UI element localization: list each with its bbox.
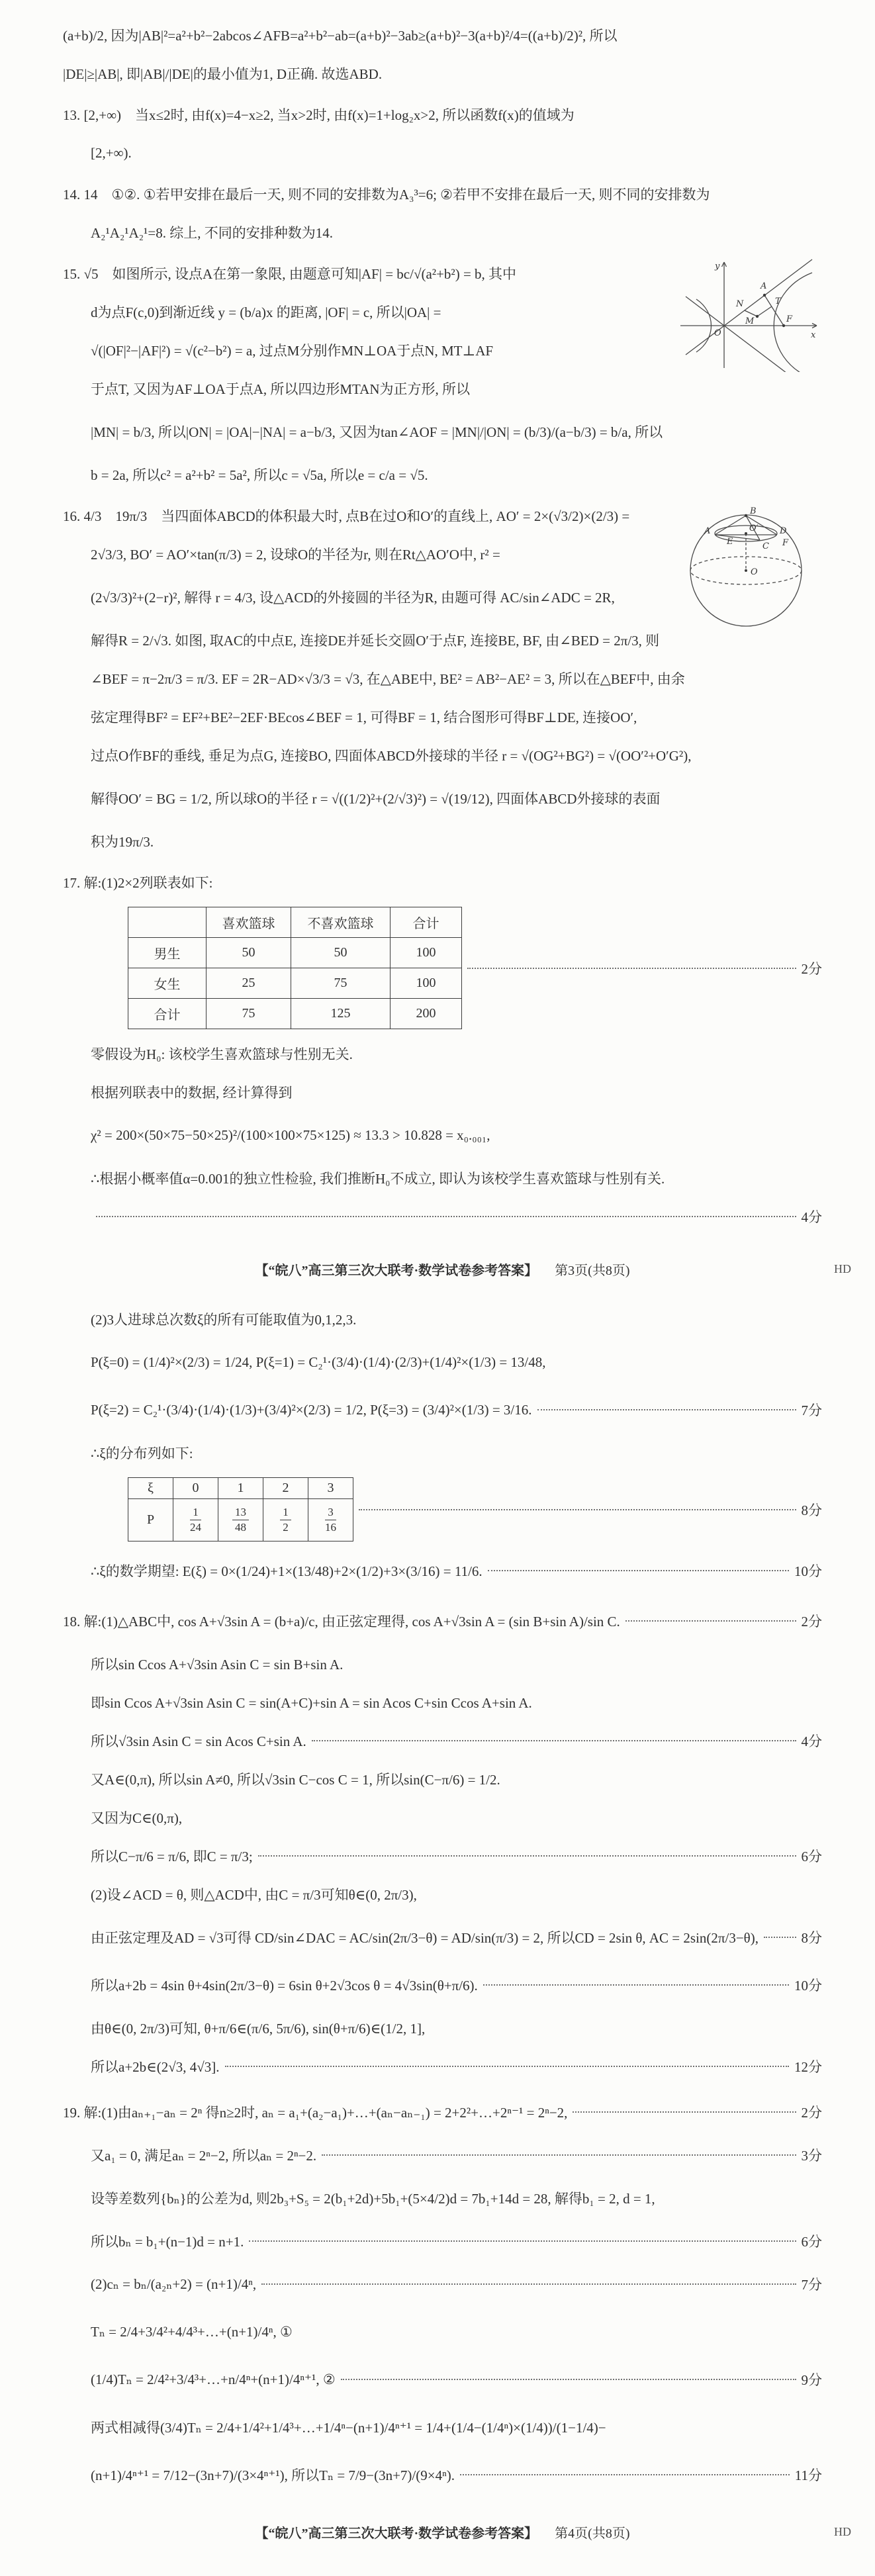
fig-label-x: x (811, 330, 816, 340)
dots-leader (625, 1620, 796, 1622)
fig-label-F: F (782, 538, 789, 548)
line-text: 又因为C∈(0,π), (91, 1810, 183, 1826)
fraction: $\frac{3}{16}$ (325, 1506, 336, 1534)
score-marker: 8分 (801, 1930, 822, 1946)
dots-leader (537, 1409, 796, 1410)
line-text: 15. √5 如图所示, 设点A在第一象限, 由题意可知|AF| = bc/√(a²+b²) = b, 其中 (63, 266, 517, 282)
solution-line (63, 54, 822, 93)
line-text: |DE|≥|AB|, 即|AB|/|DE|的最小值为1, D正确. 故选ABD. (63, 66, 383, 82)
score-marker: 3分 (801, 2148, 822, 2164)
dots-leader (467, 968, 796, 969)
problem-16-solution (63, 496, 822, 860)
table-cell: 不喜欢篮球 (291, 907, 391, 938)
table-cell (173, 1499, 218, 1541)
line-text: 17. 解:(1)2×2列联表如下: (63, 875, 213, 891)
table-row (128, 907, 462, 938)
fig-label-O: O (714, 328, 721, 338)
point-F (782, 324, 785, 327)
line-text: P(ξ=0) = (1/4)²×(2/3) = 1/24, P(ξ=1) = C₂¹·(3/4)·(1/4)·(2/3)+(1/4)²×(1/3) = 13/48, (91, 1354, 546, 1370)
solution-line (63, 1837, 822, 1875)
line-text: (a+b)/2, 因为|AB|²=a²+b²−2abcos∠AFB=a²+b²−ab=(a+b)²−3ab≥(a+b)²−3(a+b)²/4=((a+b)/2)², 所以 (63, 28, 618, 44)
fig-label-y: y (715, 261, 720, 271)
distribution-table (128, 1477, 353, 1541)
line-text: 13. [2,+∞) 当x≤2时, 由f(x)=4−x≥2, 当x>2时, 由f(x)=1+log₂x>2, 所以函数f(x)的值域为 (63, 107, 575, 123)
fig-label-Oprime: O′ (749, 524, 759, 533)
footer-page-number: 第4页(共8页) (555, 2526, 630, 2541)
table-cell: 75 (291, 968, 391, 999)
hyperbola-right-branch (774, 273, 812, 372)
dots-leader (322, 2154, 796, 2156)
line-text: (1/4)Tₙ = 2/4²+3/4³+…+n/4ⁿ+(n+1)/4ⁿ⁺¹, ② (91, 2371, 336, 2387)
solution-line (63, 1338, 822, 1386)
solution-line (63, 1683, 822, 1722)
table-cell (263, 1499, 308, 1541)
segment-AC (715, 535, 760, 540)
footer-title: 【“皖八”高三第三次大联考·数学试卷参考答案】 (255, 1264, 538, 1278)
line-text: 所以sin Ccos A+√3sin Asin C = sin B+sin A. (91, 1657, 344, 1673)
fig-label-O: O (751, 567, 758, 577)
table-cell (218, 1499, 263, 1541)
score-marker: 4分 (801, 1209, 822, 1225)
line-text: 所以bₙ = b₁+(n−1)d = n+1. (91, 2234, 244, 2250)
score-line (63, 1197, 822, 1236)
score-marker: 11分 (794, 2467, 822, 2483)
solution-line (63, 2308, 822, 2356)
fig-label-A: A (704, 526, 711, 536)
solution-line (63, 2047, 822, 2086)
fig-label-T: T (775, 297, 781, 306)
solution-line (63, 455, 822, 494)
fig-label-B: B (750, 506, 757, 516)
problem-13-solution (63, 95, 822, 172)
score-marker: 10分 (794, 1563, 822, 1579)
solution-line (63, 1875, 822, 1913)
line-text: 设等差数列{bₙ}的公差为d, 则2b₃+S₅ = 2(b₁+2d)+5b₁+(5×4/2)d = 7b₁+14d = 28, 解得b₁ = 2, d = 1, (91, 2191, 655, 2207)
line-text: 19. 解:(1)由aₙ₊₁−aₙ = 2ⁿ 得n≥2时, aₙ = a₁+(a₂−a₁)+…+(aₙ−aₙ₋₁) = 2+2²+…+2ⁿ⁻¹ = 2ⁿ−2, (63, 2105, 568, 2121)
line-text: 所以a+2b∈(2√3, 4√3]. (91, 2059, 220, 2075)
contingency-table (128, 907, 462, 1029)
solution-line (63, 2136, 822, 2174)
footer-page-number: 第3页(共8页) (555, 1264, 630, 1278)
fig-label-N: N (736, 299, 744, 309)
solution-line (63, 496, 661, 535)
solution-line (63, 698, 822, 736)
dots-leader (341, 2379, 796, 2380)
dots-leader (258, 1855, 796, 1857)
line-text: 由θ∈(0, 2π/3)可知, θ+π/6∈(π/6, 5π/6), sin(θ+π/6)∈(1/2, 1], (91, 2021, 426, 2037)
solution-line (63, 573, 661, 621)
line-text: 又A∈(0,π), 所以sin A≠0, 所以√3sin C−cos C = 1, 所以sin(C−π/6) = 1/2. (91, 1772, 500, 1788)
solution-line (63, 1159, 822, 1197)
line-text: 所以√3sin Asin C = sin Acos C+sin A. (91, 1733, 306, 1749)
solution-line (63, 1300, 822, 1338)
point-B (745, 514, 747, 517)
solution-line (63, 1547, 822, 1594)
problem-15-solution (63, 254, 822, 494)
fig-label-M: M (745, 316, 755, 326)
table-cell: 100 (391, 968, 462, 999)
line-text: χ² = 200×(50×75−50×25)²/(100×100×75×125) ≈ 13.3 > 10.828 = x₀.₀₀₁, (91, 1127, 490, 1143)
line-text: 18. 解:(1)△ABC中, cos A+√3sin A = (b+a)/c, 由正弦定理得, cos A+√3sin A = (sin B+sin A)/sin C. (63, 1614, 620, 1630)
figure-sphere-diagram (670, 500, 822, 633)
table-cell: 0 (173, 1478, 218, 1499)
table-cell: 125 (291, 999, 391, 1029)
dots-leader (261, 2283, 796, 2285)
line-text: 即sin Ccos A+√3sin Asin C = sin(A+C)+sin A = sin Acos C+sin Ccos A+sin A. (91, 1695, 532, 1711)
solution-line (63, 369, 667, 408)
line-text: (2)设∠ACD = θ, 则△ACD中, 由C = π/3可知θ∈(0, 2π/3), (91, 1887, 417, 1903)
table-cell (128, 907, 207, 938)
line-text: 所以C−π/6 = π/6, 即C = π/3; (91, 1849, 253, 1864)
problem-17-solution-part2 (63, 1300, 822, 1594)
line-text: 于点T, 又因为AF⊥OA于点A, 所以四边形MTAN为正方形, 所以 (91, 381, 471, 397)
watermark-code: HD (834, 1262, 851, 1275)
table-row (128, 1499, 353, 1541)
table-cell: P (128, 1499, 173, 1541)
solution-line (63, 1798, 822, 1837)
problem-14-solution (63, 175, 822, 252)
fig-label-A: A (760, 281, 767, 291)
table-cell: 75 (207, 999, 291, 1029)
fig-label-D: D (780, 526, 787, 536)
table-cell: 100 (391, 938, 462, 968)
table-row (128, 938, 462, 968)
segment-MT (757, 306, 772, 316)
score-marker: 6分 (801, 1849, 822, 1864)
line-text: ∴ξ的数学期望: E(ξ) = 0×(1/24)+1×(13/48)+2×(1/2)+3×(3/16) = 11/6. (91, 1563, 483, 1579)
point-M (756, 315, 759, 318)
solution-line (63, 1386, 822, 1434)
page-4-footer (63, 2522, 851, 2542)
table-cell: 2 (263, 1478, 308, 1499)
line-text: |MN| = b/3, 所以|ON| = |OA|−|NA| = a−b/3, 又因为tan∠AOF = |MN|/|ON| = (b/3)/(a−b/3) = b/a, 所以 (91, 424, 663, 440)
line-text: A₂¹A₂¹A₂¹=8. 综上, 不同的安排种数为14. (91, 225, 333, 241)
table-cell: 200 (391, 999, 462, 1029)
solution-line (63, 1961, 822, 2009)
point-A (763, 294, 766, 297)
score-marker: 4分 (801, 1733, 822, 1749)
page-3-footer (63, 1260, 851, 1279)
line-text: 两式相减得(3/4)Tₙ = 2/4+1/4²+1/4³+…+1/4ⁿ−(n+1)/4ⁿ⁺¹ = 1/4+(1/4−(1/4ⁿ)×(1/4))/(1−1/4)− (91, 2420, 606, 2436)
point-O (745, 569, 747, 572)
watermark-code: HD (834, 2525, 851, 2538)
line-text: 解得R = 2/√3. 如图, 取AC的中点E, 连接DE并延长交圆O′于点F, 连接BE, BF, 由∠BED = 2π/3, 则 (91, 633, 660, 649)
line-text: (2√3/3)²+(2−r)², 解得 r = 4/3, 设△ACD的外接圆的半径为R, 由题可得 AC/sin∠ADC = 2R, (91, 590, 615, 606)
score-marker: 2分 (801, 2105, 822, 2121)
point-Oprime (745, 532, 747, 535)
fraction: $\frac{1}{24}$ (190, 1506, 201, 1534)
solution-line (63, 1913, 822, 1961)
solution-line (63, 1434, 822, 1472)
line-text: b = 2a, 所以c² = a²+b² = 5a², 所以c = √5a, 所以e = c/a = √5. (91, 467, 428, 483)
line-text: ∠BEF = π−2π/3 = π/3. EF = 2R−AD×√3/3 = √3, 在△ABE中, BE² = AB²−AE² = 3, 所以在△BEF中, 由余 (91, 671, 685, 687)
line-text: 2√3/3, BO′ = AO′×tan(π/3) = 2, 设球O的半径为r, 则在Rt△AO′O中, r² = (91, 547, 500, 563)
segment-MN (745, 310, 757, 316)
score-marker: 2分 (801, 1614, 822, 1630)
sol solution-line (63, 2356, 822, 2403)
line-text: 过点O作BF的垂线, 垂足为点G, 连接BO, 四面体ABCD外接球的半径 r = √(OG²+BG²) = √(OO′²+O′G²), (91, 748, 692, 764)
solution-line (63, 774, 822, 822)
solution-line (63, 95, 822, 134)
score-marker: 6分 (801, 2234, 822, 2250)
solution-line (63, 293, 667, 331)
line-text: 16. 4/3 19π/3 当四面体ABCD的体积最大时, 点B在过O和O′的直线上, AO′ = 2×(√3/2)×(2/3) = (63, 508, 630, 524)
problem-18-solution (63, 1597, 822, 2086)
score-marker: 7分 (801, 1403, 822, 1418)
dots-leader (359, 1509, 796, 1510)
table-cell: 喜欢篮球 (207, 907, 291, 938)
footer-title: 【“皖八”高三第三次大联考·数学试卷参考答案】 (255, 2526, 538, 2541)
dots-leader (312, 1740, 796, 1741)
line-text: √(|OF|²−|AF|²) = √(c²−b²) = a, 过点M分别作MN⊥OA于点N, MT⊥AF (91, 343, 494, 359)
line-text: 弦定理得BF² = EF²+BE²−2EF·BEcos∠BEF = 1, 可得BF = 1, 结合图形可得BF⊥DE, 连接OO′, (91, 710, 637, 725)
solution-line (63, 822, 822, 860)
line-text: [2,+∞). (91, 144, 132, 161)
line-text: ∴根据小概率值α=0.001的独立性检验, 我们推断H₀不成立, 即认为该校学生喜欢篮球与性别有关. (91, 1171, 665, 1187)
solution-line (63, 2009, 822, 2047)
solution-line (63, 175, 822, 213)
line-text: P(ξ=2) = C₂¹·(3/4)·(1/4)·(1/3)+(3/4)²×(2/3) = 1/2, P(ξ=3) = (3/4)²×(1/3) = 3/16. (91, 1401, 532, 1418)
dots-leader (460, 2474, 790, 2475)
score-marker: 9分 (801, 2372, 822, 2388)
dots-leader (488, 1570, 789, 1571)
solution-line (63, 2451, 822, 2499)
solution-line (63, 736, 822, 774)
solution-line (63, 1597, 822, 1645)
solution-line (63, 535, 661, 573)
line-text: Tₙ = 2/4+3/4²+4/4³+…+(n+1)/4ⁿ, ① (91, 2323, 293, 2340)
line-text: (2)cₙ = bₙ/(a₂ₙ+2) = (n+1)/4ⁿ, (91, 2276, 257, 2292)
line-text: (n+1)/4ⁿ⁺¹ = 7/12−(3n+7)/(3×4ⁿ⁺¹), 所以Tₙ = 7/9−(3n+7)/(9×4ⁿ). (91, 2467, 455, 2483)
line-text: 根据列联表中的数据, 经计算得到 (91, 1085, 293, 1101)
table-row (128, 999, 462, 1029)
dots-leader (96, 1216, 796, 1217)
solution-line (63, 621, 661, 659)
solution-line (63, 2088, 822, 2136)
line-text: 零假设为H₀: 该校学生喜欢篮球与性别无关. (91, 1046, 353, 1062)
line-text: 由正弦定理及AD = √3可得 CD/sin∠DAC = AC/sin(2π/3−θ) = AD/sin(π/3) = 2, 所以CD = 2sin θ, AC = 2sin(2π/3−θ), (91, 1930, 759, 1946)
table-cell: 合计 (128, 999, 207, 1029)
solution-line (63, 408, 822, 455)
table-cell: 3 (308, 1478, 353, 1499)
solution-line (63, 213, 822, 252)
dots-leader (483, 1984, 789, 1986)
problem-17-solution-part1 (63, 863, 822, 1236)
score-marker: 7分 (801, 2277, 822, 2293)
table-cell: 1 (218, 1478, 263, 1499)
solution-line (63, 863, 822, 901)
line-text: 14. 14 ①②. ①若甲安排在最后一天, 则不同的安排数为A₃³=6; ②若甲不安排在最后一天, 则不同的安排数为 (63, 187, 710, 203)
solution-line (63, 331, 667, 369)
dots-leader (225, 2066, 790, 2067)
contingency-table-row (63, 907, 822, 1029)
table-row (128, 1478, 353, 1499)
line-text: 积为19π/3. (91, 834, 154, 850)
fig-label-F: F (786, 314, 793, 324)
line-text: 所以a+2b = 4sin θ+4sin(2π/3−θ) = 6sin θ+2√3cos θ = 4√3sin(θ+π/6). (91, 1978, 478, 1994)
fig-label-E: E (727, 537, 733, 547)
table-cell: ξ (128, 1478, 173, 1499)
fraction: $\frac{1}{2}$ (280, 1506, 291, 1534)
line-text: (2)3人进球总次数ξ的所有可能取值为0,1,2,3. (91, 1312, 357, 1328)
line-text: d为点F(c,0)到渐近线 y = (b/a)x 的距离, |OF| = c, 所以|OA| = (91, 304, 441, 320)
dots-leader (764, 1937, 796, 1938)
dots-leader (573, 2111, 796, 2113)
fraction: $\frac{13}{48}$ (232, 1506, 249, 1534)
score-marker: 10分 (794, 1978, 822, 1994)
solution-line (63, 1760, 822, 1798)
table-cell: 50 (207, 938, 291, 968)
line-text: 解得OO′ = BG = 1/2, 所以球O的半径 r = √((1/2)²+(2/√3)²) = √(19/12), 四面体ABCD外接球的表面 (91, 791, 661, 807)
solution-line (63, 1073, 822, 1111)
line-text: 又a₁ = 0, 满足aₙ = 2ⁿ−2, 所以aₙ = 2ⁿ−2. (91, 2148, 317, 2164)
line-text: ∴ξ的分布列如下: (91, 1446, 193, 1461)
distribution-table-row (63, 1477, 822, 1541)
solution-line (63, 1111, 822, 1159)
dots-leader (249, 2240, 796, 2242)
score-marker: 12分 (794, 2059, 822, 2075)
table-cell: 50 (291, 938, 391, 968)
table-row (128, 968, 462, 999)
solution-line (63, 2222, 822, 2260)
solution-line (63, 1035, 822, 1073)
solution-line (63, 254, 667, 293)
fig-label-C: C (762, 541, 769, 551)
solution-line (63, 2260, 822, 2308)
table-cell: 25 (207, 968, 291, 999)
problem-19-solution (63, 2088, 822, 2499)
solution-line (63, 2174, 822, 2222)
table-cell: 女生 (128, 968, 207, 999)
solution-line (63, 659, 822, 698)
solution-line (63, 1645, 822, 1683)
solution-line (63, 2403, 822, 2451)
score-marker: 8分 (801, 1502, 822, 1518)
problem-12-solution-tail (63, 16, 822, 93)
table-cell (308, 1499, 353, 1541)
table-cell: 男生 (128, 938, 207, 968)
score-marker: 2分 (801, 960, 822, 977)
table-cell: 合计 (391, 907, 462, 938)
figure-hyperbola-diagram (676, 258, 822, 372)
solution-line (63, 16, 822, 54)
solution-line (63, 1722, 822, 1760)
solution-line (63, 134, 822, 172)
